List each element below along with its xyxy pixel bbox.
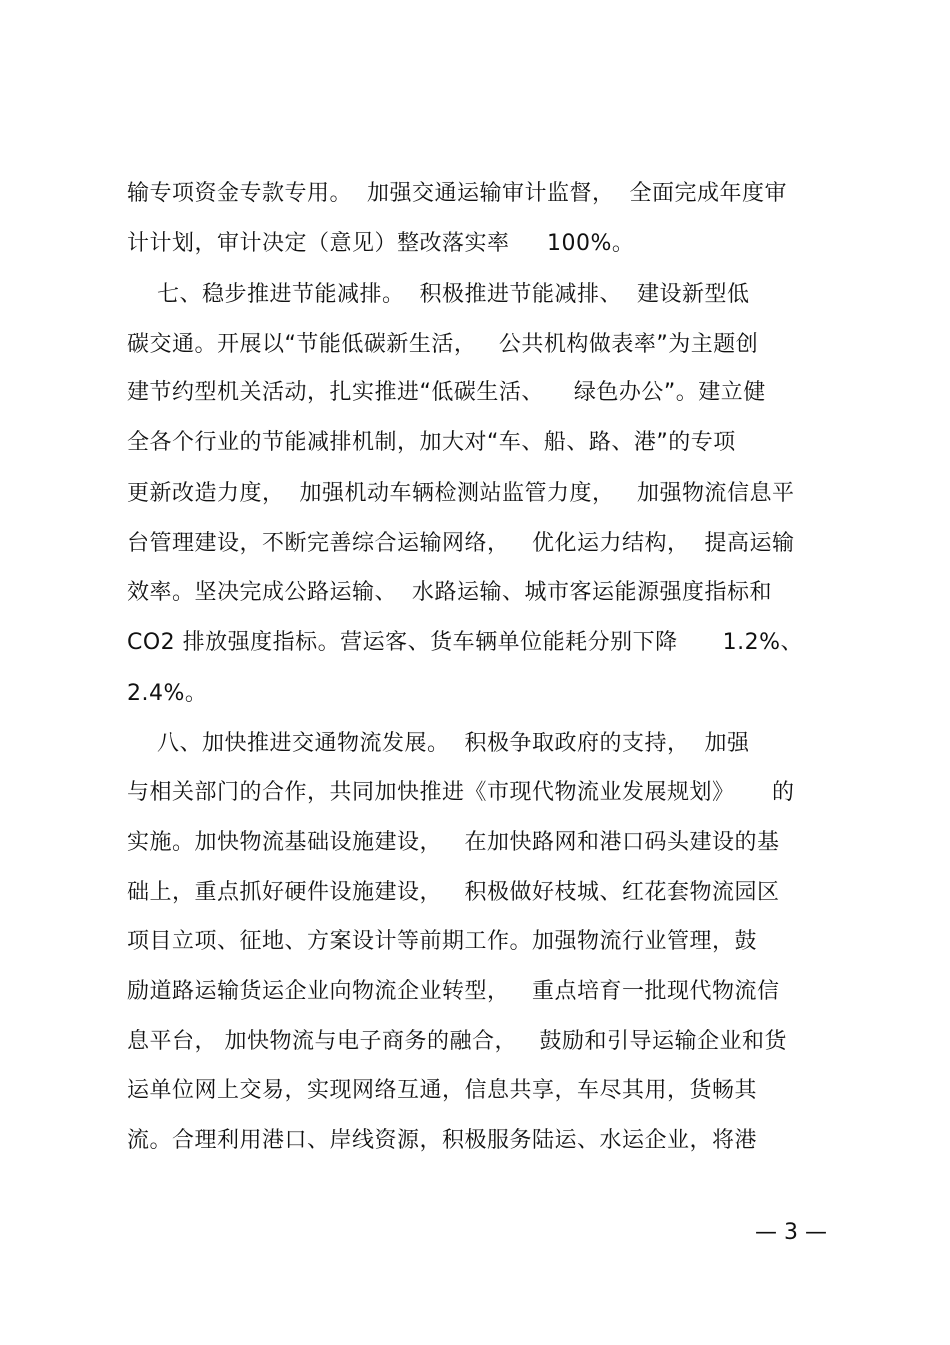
text-line: 运单位网上交易，实现网络互通，信息共享，车尽其用，货畅其 (127, 1078, 758, 1103)
text-line: 息平台， 加快物流与电子商务的融合， 鼓励和引导运输企业和货 (127, 1029, 787, 1054)
text-line: 励道路运输货运企业向物流企业转型， 重点培育一批现代物流信 (127, 979, 780, 1004)
text-line: 全各个行业的节能减排机制，加大对“车、船、路、港”的专项 (127, 430, 736, 455)
page-number: — 3 — (755, 1220, 827, 1245)
text-line: 更新改造力度， 加强机动车辆检测站监管力度， 加强物流信息平 (127, 481, 795, 506)
text-line: 实施。加快物流基础设施建设， 在加快路网和港口码头建设的基 (127, 830, 780, 855)
text-line: 项目立项、征地、方案设计等前期工作。加强物流行业管理，鼓 (127, 929, 758, 954)
text-line: 碳交通。开展以“节能低碳新生活， 公共机构做表率”为主题创 (127, 332, 759, 357)
text-line: 输专项资金专款专用。 加强交通运输审计监督， 全面完成年度审 (127, 181, 787, 206)
text-line: 流。合理利用港口、岸线资源，积极服务陆运、水运企业，将港 (127, 1128, 758, 1153)
text-line: 八、加快推进交通物流发展。 积极争取政府的支持， 加强 (127, 731, 750, 756)
text-line: 效率。坚决完成公路运输、 水路运输、城市客运能源强度指标和 (127, 580, 772, 605)
text-line: 七、稳步推进节能减排。 积极推进节能减排、 建设新型低 (127, 282, 750, 307)
text-line: 台管理建设，不断完善综合运输网络， 优化运力结构， 提高运输 (127, 531, 795, 556)
text-line: 础上，重点抓好硬件设施建设， 积极做好枝城、红花套物流园区 (127, 880, 780, 905)
text-line: 建节约型机关活动，扎实推进“低碳生活、 绿色办公”。建立健 (127, 380, 766, 405)
text-line: 计计划，审计决定（意见）整改落实率 100%。 (127, 231, 635, 256)
text-line: 与相关部门的合作，共同加快推进《市现代物流业发展规划》 的 (127, 780, 795, 805)
text-line: CO2 排放强度指标。营运客、货车辆单位能耗分别下降 1.2%、 (127, 630, 804, 655)
text-line: 2.4%。 (127, 681, 208, 706)
